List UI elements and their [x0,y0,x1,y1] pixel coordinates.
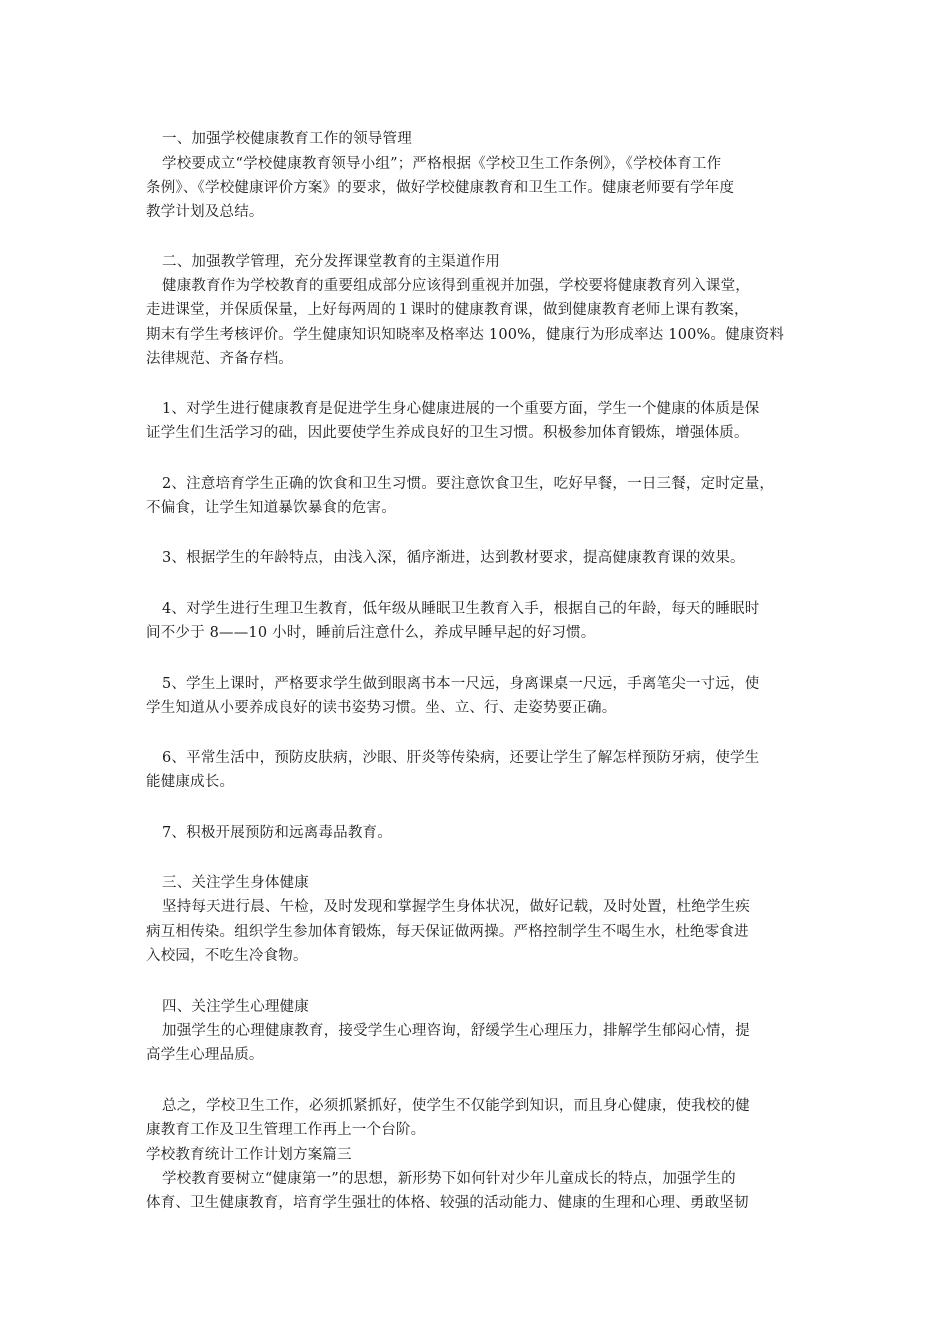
list-item: 1、对学生进行健康教育是促进学生身心健康进展的一个重要方面，学生一个健康的体质是保 [162,401,760,417]
list-item-continuation: 间不少于 8——10 小时，睡前后注意什么，养成早睡早起的好习惯。 [146,625,596,641]
list-item-continuation: 学生知道从小要养成良好的读书姿势习惯。坐、立、行、走姿势要正确。 [146,700,617,716]
list-item: 3、根据学生的年龄特点，由浅入深，循序渐进，达到教材要求，提高健康教育课的效果。 [162,550,745,566]
list-item-continuation: 不偏食，让学生知道暴饮暴食的危害。 [146,500,396,516]
paragraph-line: 病互相传染。组织学生参加体育锻炼，每天保证做两操。严格控制学生不喝生水，杜绝零食进 [146,924,749,940]
paragraph-line: 高学生心理品质。 [146,1047,264,1063]
paragraph-line: 健康教育作为学校教育的重要组成部分应该得到重视并加强，学校要将健康教育列入课堂， [162,278,750,294]
list-item-continuation: 证学生们生活学习的础，因此要使学生养成良好的卫生习惯。积极参加体育锻炼，增强体质。 [146,425,749,441]
paragraph-line: 体育、卫生健康教育，培育学生强壮的体格、较强的活动能力、健康的生理和心理、勇敢坚韧 [146,1195,749,1211]
chapter-title: 学校教育统计工作计划方案篇三 [146,1147,352,1163]
section-heading-1: 一、加强学校健康教育工作的领导管理 [162,131,412,147]
section-heading-2: 二、加强教学管理，充分发挥课堂教育的主渠道作用 [162,254,501,270]
section-heading-3: 三、关注学生身体健康 [162,875,309,891]
paragraph-line: 法律规范、齐备存档。 [146,351,293,367]
paragraph-line: 加强学生的心理健康教育，接受学生心理咨询，舒缓学生心理压力，排解学生郁闷心情，提 [162,1023,750,1039]
list-item: 7、积极开展预防和远离毒品教育。 [162,825,392,841]
paragraph-line: 学校要成立“学校健康教育领导小组”；严格根据《学校卫生工作条例》，《学校体育工作 [162,156,722,172]
paragraph-line: 学校教育要树立“健康第一”的思想，新形势下如何针对少年儿童成长的特点，加强学生的 [162,1171,736,1187]
paragraph-line: 教学计划及总结。 [146,204,264,220]
paragraph-line: 康教育工作及卫生管理工作再上一个台阶。 [146,1122,426,1138]
paragraph-line: 入校园，不吃生冷食物。 [146,948,308,964]
list-item: 6、平常生活中，预防皮肤病，沙眼、肝炎等传染病，还要让学生了解怎样预防牙病，使学生 [162,750,760,766]
paragraph-line: 总之，学校卫生工作，必须抓紧抓好，使学生不仅能学到知识，而且身心健康，使我校的健 [162,1098,750,1114]
list-item: 4、对学生进行生理卫生教育，低年级从睡眠卫生教育入手，根据自己的年龄，每天的睡眠时 [162,601,760,617]
section-heading-4: 四、关注学生心理健康 [162,999,309,1015]
paragraph-line: 走进课堂，并保质保量，上好每两周的１课时的健康教育课，做到健康教育老师上课有教案， [146,302,749,318]
paragraph-line: 期末有学生考核评价。学生健康知识知晓率及格率达 100%，健康行为形成率达 100%。健康资料 [146,327,785,343]
list-item: 5、学生上课时，严格要求学生做到眼离书本一尺远，身离课桌一尺远，手离笔尖一寸远，使 [162,676,760,692]
list-item: 2、注意培育学生正确的饮食和卫生习惯。要注意饮食卫生，吃好早餐，一日三餐，定时定量， [162,476,775,492]
list-item-continuation: 能健康成长。 [146,774,235,790]
paragraph-line: 条例》、《学校健康评价方案》的要求，做好学校健康教育和卫生工作。健康老师要有学年度 [146,180,735,196]
paragraph-line: 坚持每天进行晨、午检，及时发现和掌握学生身体状况，做好记载，及时处置，杜绝学生疾 [162,899,750,915]
